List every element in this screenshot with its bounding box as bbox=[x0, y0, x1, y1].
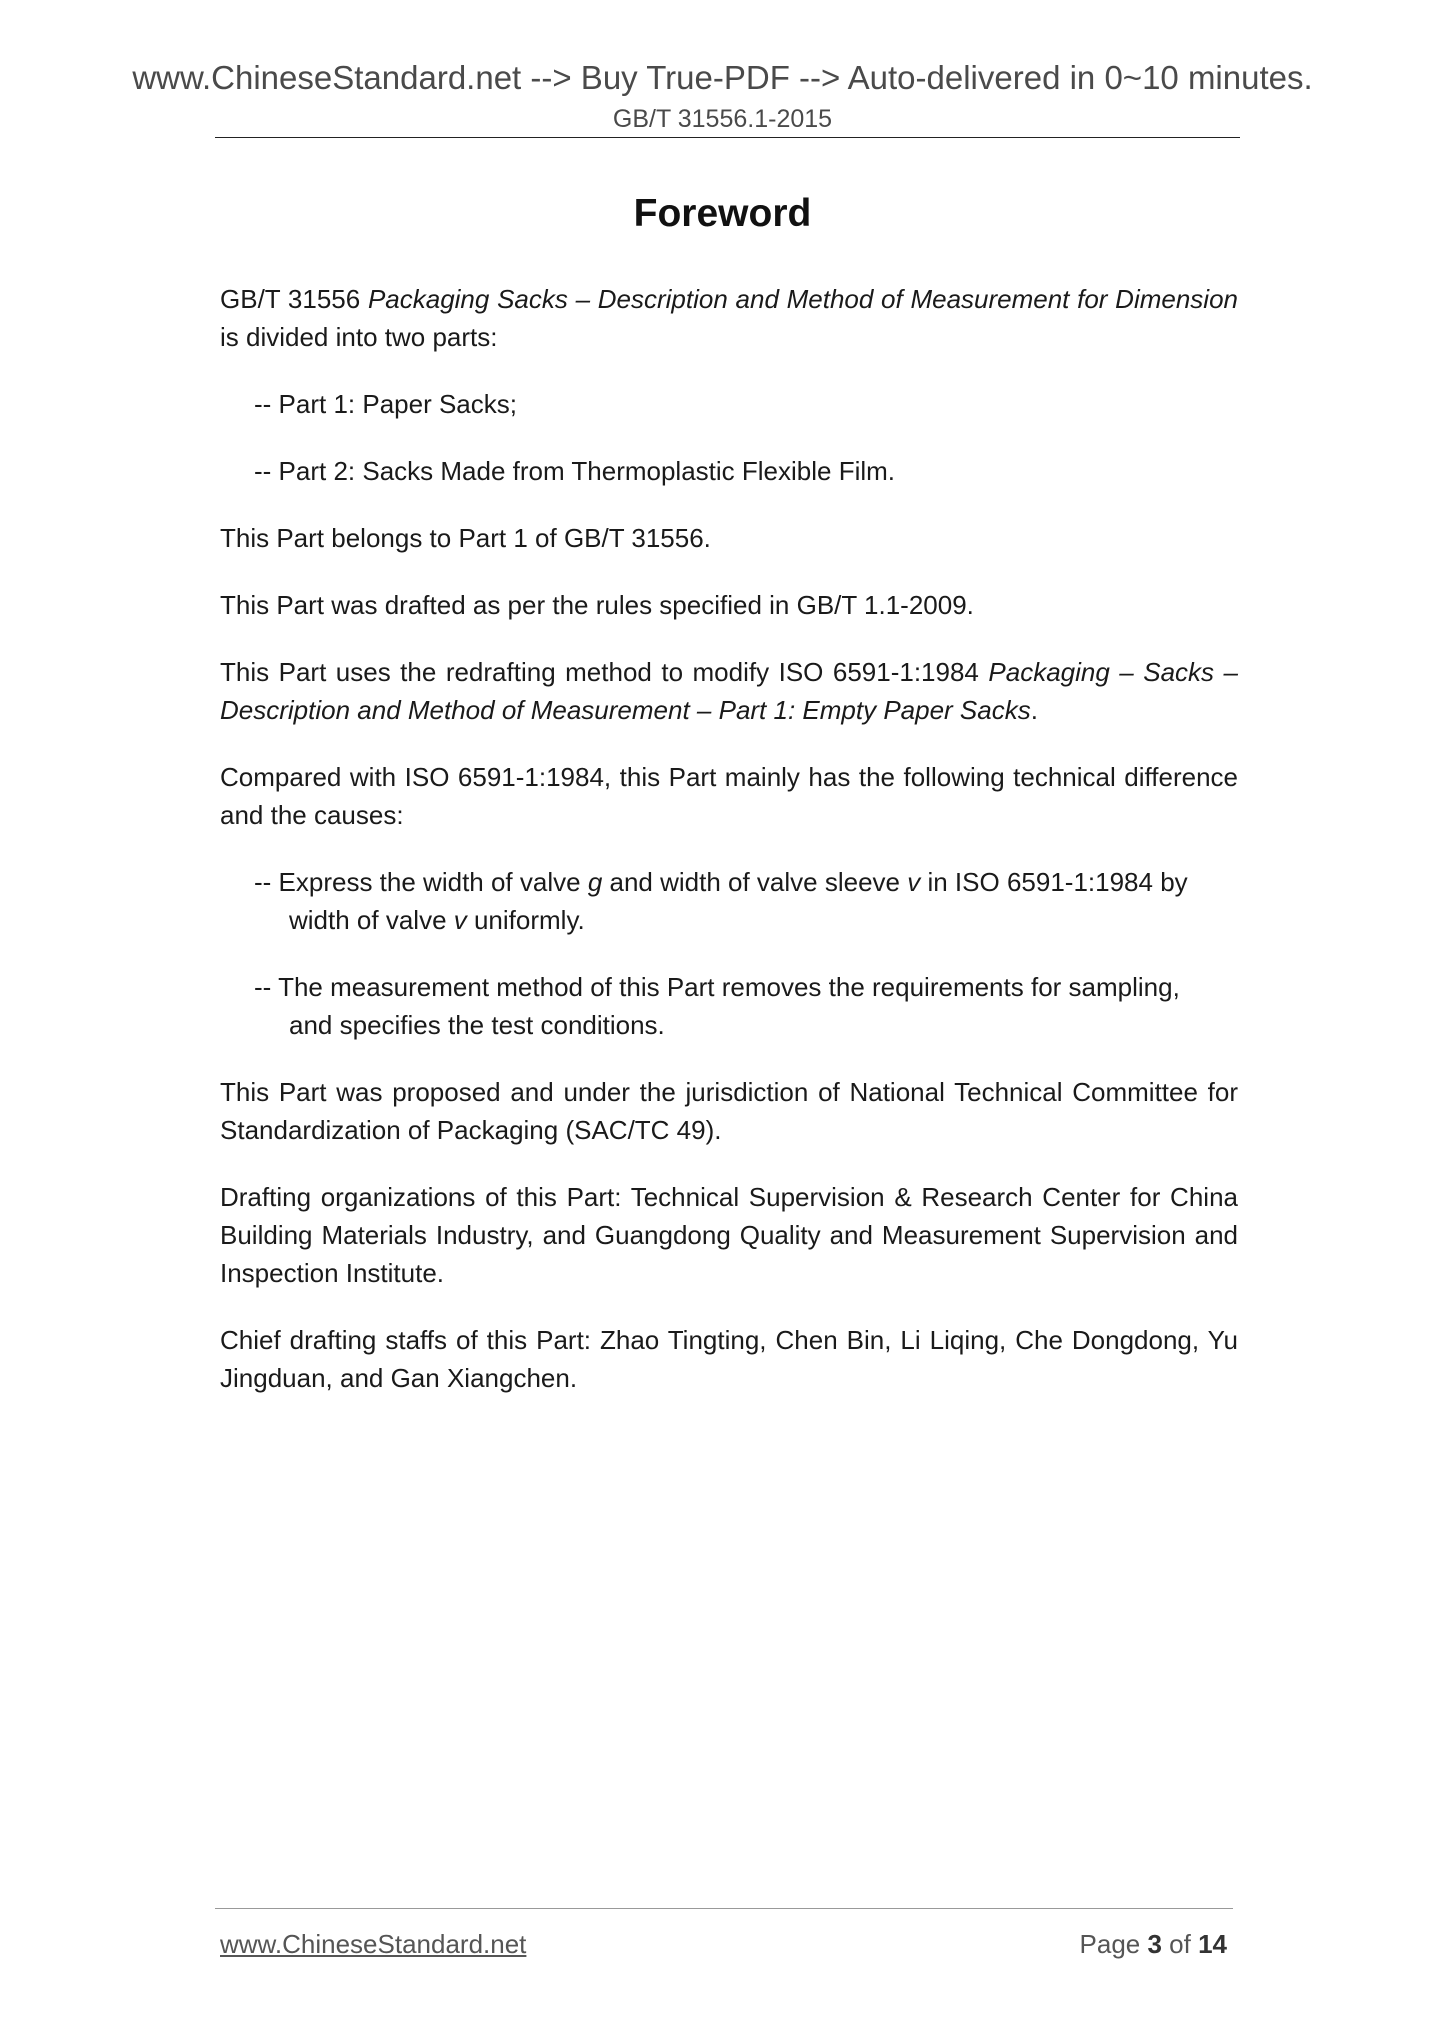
header-banner: www.ChineseStandard.net --> Buy True-PDF --> Auto-delivered in 0~10 minutes. bbox=[132, 59, 1313, 96]
footer-website-link[interactable]: www.ChineseStandard.net bbox=[220, 1929, 527, 1959]
paragraph-staffs: Chief drafting staffs of this Part: Zhao Tingting, Chen Bin, Li Liqing, Che Dongdong, Yu Jingduan, and Gan Xiangchen. bbox=[220, 1325, 1238, 1393]
page-number: Page 3 of 14 bbox=[1079, 1929, 1227, 1959]
intro-text-a: GB/T 31556 bbox=[220, 284, 368, 314]
footer-divider bbox=[215, 1908, 1233, 1909]
list-item-part2: -- Part 2: Sacks Made from Thermoplastic Flexible Film. bbox=[254, 456, 896, 486]
page-title: Foreword bbox=[633, 192, 812, 235]
paragraph-belongs: This Part belongs to Part 1 of GB/T 31556. bbox=[220, 523, 711, 553]
total-pages: 14 bbox=[1198, 1929, 1227, 1959]
paragraph-drafted: This Part was drafted as per the rules specified in GB/T 1.1-2009. bbox=[220, 590, 974, 620]
standard-code: GB/T 31556.1-2015 bbox=[612, 105, 833, 133]
paragraph-organizations: Drafting organizations of this Part: Technical Supervision & Research Center for China Building Materials Industry, and Guangdong Quality and Measurement Supervision and Inspection Institute. bbox=[220, 1182, 1238, 1288]
iso-title: Packaging – Sacks – Description and Method of Measurement – Part 1: Empty Paper Sacks bbox=[220, 657, 1238, 725]
intro-standard-title: Packaging Sacks – Description and Method of Measurement for Dimension bbox=[367, 284, 1239, 314]
list-item-difference-1: -- Express the width of valve g and width of valve sleeve v in ISO 6591-1:1984 by width of valve v uniformly. bbox=[254, 867, 1188, 935]
paragraph-intro bbox=[220, 280, 1238, 356]
header-divider bbox=[215, 137, 1240, 138]
intro-text-b: is divided into two parts: bbox=[220, 322, 498, 352]
paragraph-jurisdiction: This Part was proposed and under the jurisdiction of National Technical Committee for Standardization of Packaging (SAC/TC 49). bbox=[220, 1077, 1238, 1145]
paragraph-redrafting: This Part uses the redrafting method to modify ISO 6591-1:1984 Packaging – Sacks – Description and Method of Measurement – Part 1: Empty Paper Sacks. bbox=[220, 657, 1238, 725]
list-item-difference-2: -- The measurement method of this Part removes the requirements for sampling, and specifies the test conditions. bbox=[254, 972, 1180, 1040]
foreword-body bbox=[220, 280, 1238, 1426]
current-page: 3 bbox=[1147, 1929, 1162, 1959]
list-item-part1: -- Part 1: Paper Sacks; bbox=[254, 389, 517, 419]
paragraph-compared: Compared with ISO 6591-1:1984, this Part mainly has the following technical difference and the causes: bbox=[220, 762, 1238, 830]
